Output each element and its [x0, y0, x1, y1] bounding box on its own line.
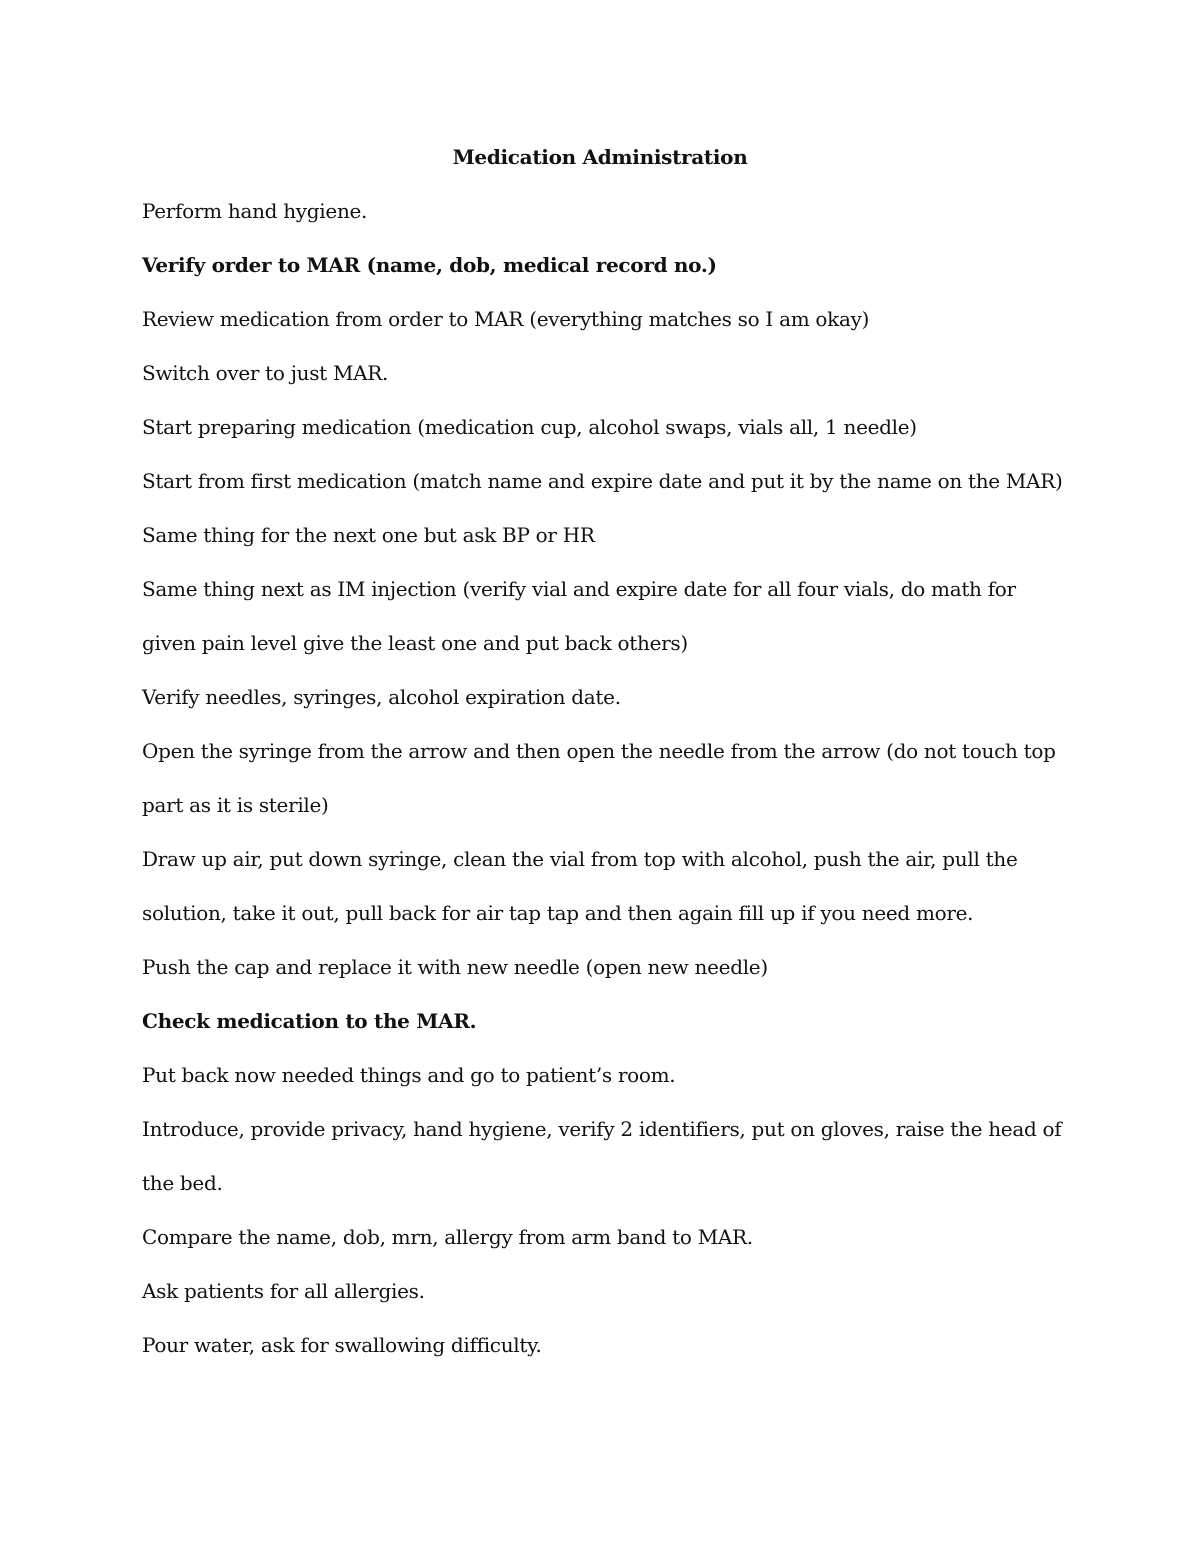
paragraph-pour-water: Pour water, ask for swallowing difficulty.: [142, 1333, 542, 1357]
paragraph-first-medication: Start from first medication (match name and expire date and put it by the name on the MAR): [142, 469, 1063, 493]
paragraph-next-one-bp-hr: Same thing for the next one but ask BP or HR: [142, 523, 595, 547]
paragraph-switch-to-mar: Switch over to just MAR.: [142, 361, 389, 385]
paragraph-introduce: Introduce, provide privacy, hand hygiene, verify 2 identifiers, put on gloves, raise the head of the bed.: [142, 1117, 1062, 1195]
paragraph-push-cap: Push the cap and replace it with new needle (open new needle): [142, 955, 768, 979]
paragraph-verify-order: Verify order to MAR (name, dob, medical record no.): [142, 253, 717, 277]
paragraph-compare-armband: Compare the name, dob, mrn, allergy from arm band to MAR.: [142, 1225, 753, 1249]
paragraph-check-medication: Check medication to the MAR.: [142, 1009, 477, 1033]
paragraph-hand-hygiene: Perform hand hygiene.: [142, 199, 368, 223]
paragraph-im-injection: Same thing next as IM injection (verify vial and expire date for all four vials, do math for given pain level give the least one and put back others): [142, 577, 1016, 655]
paragraph-ask-allergies: Ask patients for all allergies.: [142, 1279, 425, 1303]
paragraph-draw-up-air: Draw up air, put down syringe, clean the vial from top with alcohol, push the air, pull the solution, take it out, pull back for air tap tap and then again fill up if you need more.: [142, 847, 1018, 925]
paragraph-start-preparing: Start preparing medication (medication cup, alcohol swaps, vials all, 1 needle): [142, 415, 917, 439]
paragraph-open-syringe: Open the syringe from the arrow and then open the needle from the arrow (do not touch top part as it is sterile): [142, 739, 1056, 817]
paragraph-put-back: Put back now needed things and go to patient’s room.: [142, 1063, 676, 1087]
paragraph-review-medication: Review medication from order to MAR (everything matches so I am okay): [142, 307, 870, 331]
document-title: Medication Administration: [452, 145, 748, 169]
paragraph-verify-needles: Verify needles, syringes, alcohol expiration date.: [142, 685, 621, 709]
